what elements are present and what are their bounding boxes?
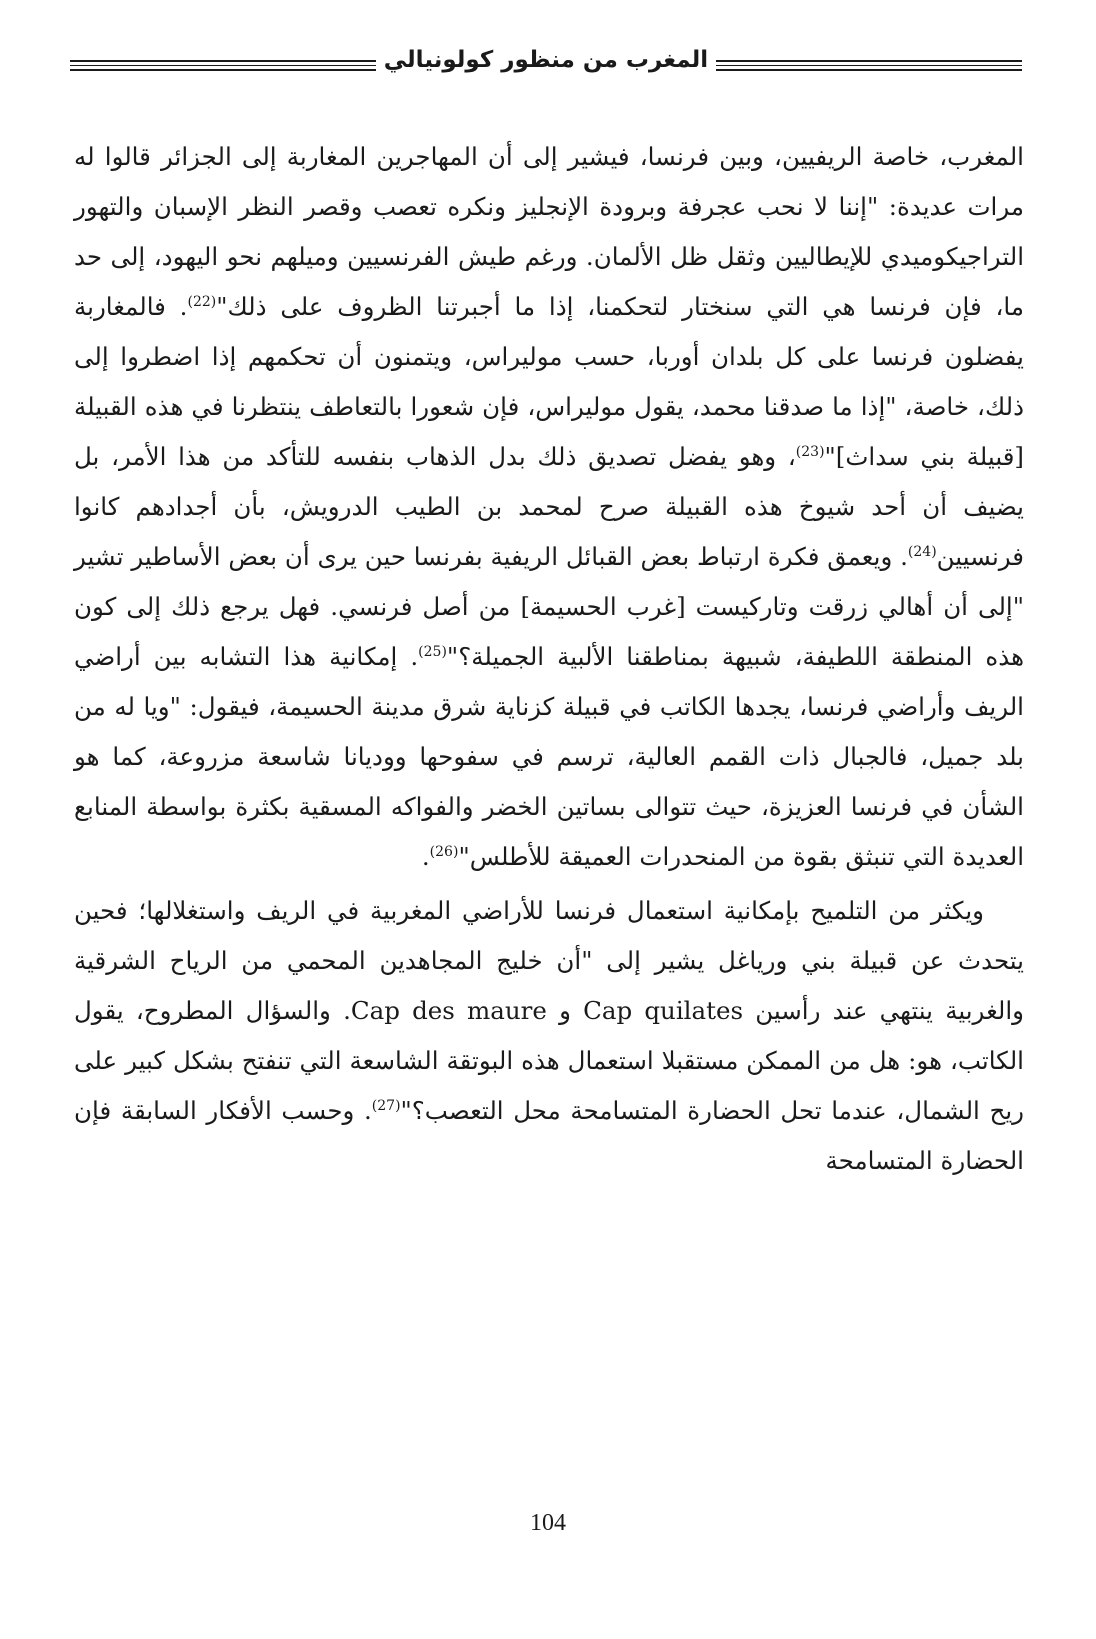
paragraph-text: . وحسب الأفكار السابقة فإن الحضارة المتسامحة — [74, 1096, 1024, 1175]
paragraph — [74, 132, 1024, 882]
running-title: المغرب من منظور كولونيالي — [383, 47, 709, 73]
footnote-marker: (24) — [907, 543, 937, 560]
footnote-marker: (23) — [795, 443, 825, 460]
paragraph-text: ويكثر من التلميح بإمكانية استعمال فرنسا للأراضي المغربية في الريف واستغلالها؛ فحين يتحدث عن قبيلة بني ورياغل يشير إلى "أن خليج المجاهدين المحمي من الرياح الشرقية والغربية ينتهي عند رأسين Cap quilates و Cap des maure. والسؤال المطروح، يقول الكاتب، هو: هل من الممكن مستقبلا استعمال هذه البوتقة الشاسعة التي تنفتح بشكل كبير على ريح الشمال، عندما تحل الحضارة المتسامحة محل التعصب؟" — [74, 896, 1024, 1125]
footnote-marker: (25) — [418, 643, 447, 660]
footnote-marker: (22) — [187, 293, 217, 310]
paragraph — [74, 886, 1024, 1186]
paragraph-text: ، وهو يفضل تصديق ذلك بدل الذهاب بنفسه للتأكد من هذا الأمر، بل يضيف أن أحد شيوخ هذه القبيلة صرح لمحمد بن الطيب الدرويش، بأن أجدادهم كانوا فرنسيين — [74, 442, 1024, 571]
paragraph-text: . — [421, 842, 430, 871]
paragraph-text: . إمكانية هذا التشابه بين أراضي الريف وأراضي فرنسا، يجدها الكاتب في قبيلة كزناية شرق مدينة الحسيمة، فيقول: "ويا له من بلد جميل، فالجبال ذات القمم العالية، ترسم في سفوحها ووديانا شاسعة مزروعة، كما هو الشأن في فرنسا العزيزة، حيث تتوالى بساتين الخضر والفواكه المسقية بكثرة بواسطة المنابع العديدة التي تنبثق بقوة من المنحدرات العميقة للأطلس" — [74, 642, 1024, 871]
paragraph-text: المغرب، خاصة الريفيين، وبين فرنسا، فيشير إلى أن المهاجرين المغاربة إلى الجزائر قالوا له مرات عديدة: "إننا لا نحب عجرفة وبرودة الإنجليز ونكره تعصب وقصر النظر الإسبان والتهور التراجيكوميدي للإيطاليين وثقل ظل الألمان. ورغم طيش الفرنسيين وميلهم نحو اليهود، إلى حد ما، فإن فرنسا هي التي سنختار لتحكمنا، إذا ما أجبرتنا الظروف على ذلك" — [74, 142, 1025, 321]
paragraph-text: . ويعمق فكرة ارتباط بعض القبائل الريفية بفرنسا حين يرى أن بعض الأساطير تشير "إلى أن أهالي زرقت وتاركيست [غرب الحسيمة] من أصل فرنسي. فهل يرجع ذلك إلى كون هذه المنطقة اللطيفة، شبيهة بمناطقنا الألبية الجميلة؟" — [74, 542, 1024, 671]
paragraph-text: . فالمغاربة يفضلون فرنسا على كل بلدان أوربا، حسب موليراس، ويتمنون أن تحكمهم إذا اضطروا إلى ذلك، خاصة، "إذا ما صدقنا محمد، يقول موليراس، فإن شعورا بالتعاطف ينتظرنا في هذه القبيلة [قبيلة بني سداث]" — [74, 292, 1024, 471]
footnote-marker: (27) — [371, 1097, 401, 1114]
header-rule-left — [70, 60, 376, 74]
page-number: 104 — [530, 1510, 566, 1536]
body-text — [74, 132, 1024, 1186]
footnote-marker: (26) — [429, 843, 459, 860]
header-rule-right — [716, 60, 1022, 74]
running-header — [70, 44, 1022, 94]
